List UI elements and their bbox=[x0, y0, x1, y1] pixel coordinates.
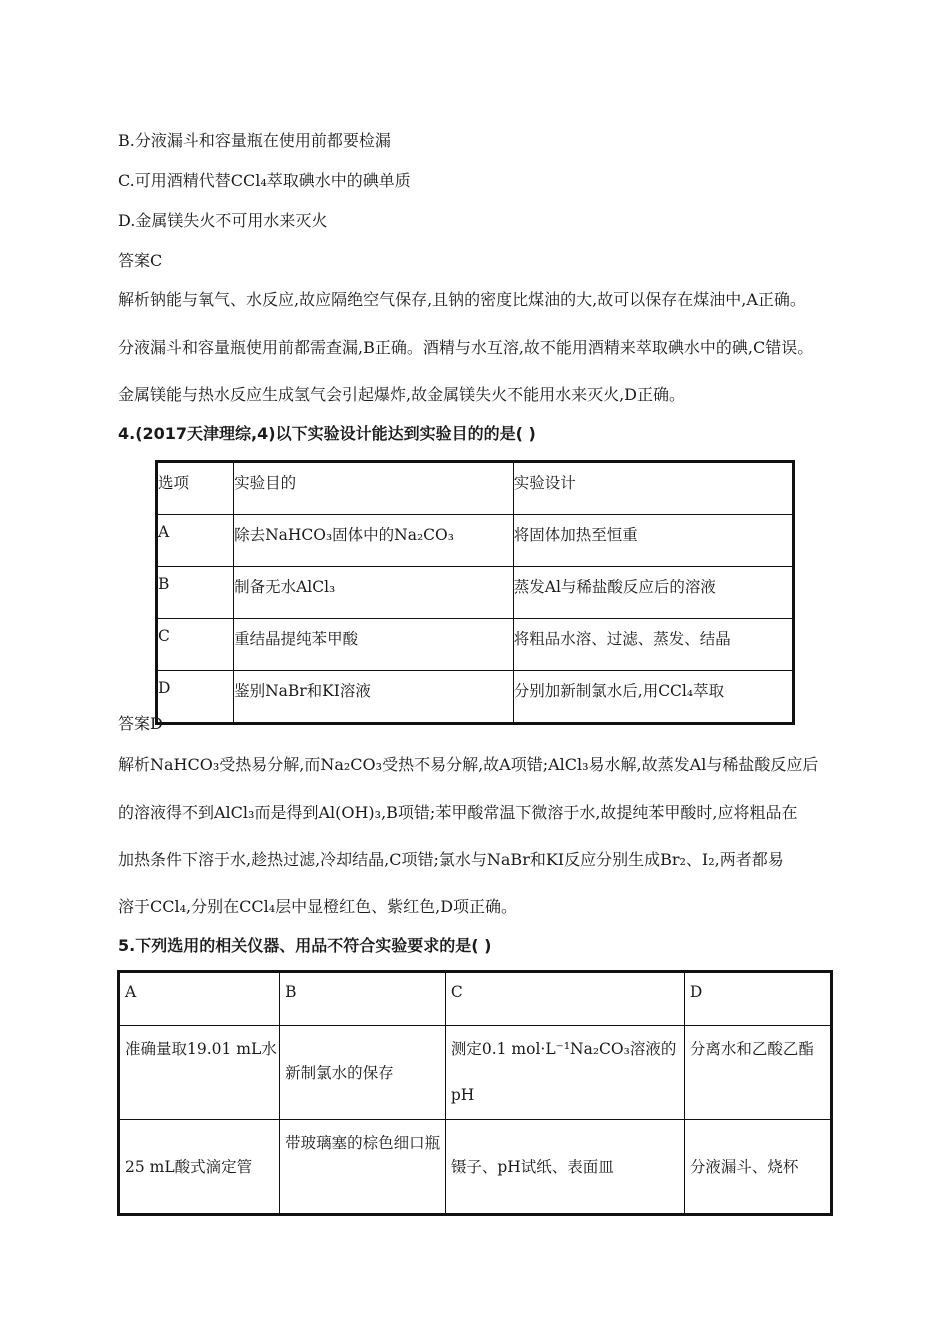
q3-explanation-line: 分液漏斗和容量瓶使用前都需查漏,B正确。酒精与水互溶,故不能用酒精来萃取碘水中的碘,C错误。 bbox=[118, 338, 814, 357]
table-row bbox=[157, 619, 794, 671]
table-header-row bbox=[157, 462, 794, 515]
q5-table bbox=[117, 970, 833, 1216]
table-cell: 鉴别NaBr和KI溶液 bbox=[234, 671, 514, 724]
table-header-cell: 实验目的 bbox=[234, 462, 514, 515]
table-header-cell: 选项 bbox=[157, 462, 234, 515]
table-cell: 将固体加热至恒重 bbox=[513, 515, 793, 567]
table-cell: 将粗品水溶、过滤、蒸发、结晶 bbox=[513, 619, 793, 671]
table-cell: 新制氯水的保存 bbox=[280, 1026, 446, 1120]
q3-explanation-line: 金属镁能与热水反应生成氢气会引起爆炸,故金属镁失火不能用水来灭火,D正确。 bbox=[118, 385, 686, 404]
q3-answer: 答案C bbox=[118, 251, 163, 270]
table-cell: 分别加新制氯水后,用CCl₄萃取 bbox=[513, 671, 793, 724]
q3-option-c: C.可用酒精代替CCl₄萃取碘水中的碘单质 bbox=[118, 171, 411, 190]
q4-stem: 4.(2017天津理综,4)以下实验设计能达到实验目的的是( ) bbox=[118, 424, 536, 443]
table-row bbox=[157, 567, 794, 619]
table-cell: 重结晶提纯苯甲酸 bbox=[234, 619, 514, 671]
table-cell: 准确量取19.01 mL水 bbox=[119, 1026, 280, 1120]
table-cell: 镊子、pH试纸、表面皿 bbox=[445, 1120, 684, 1215]
table-cell: 分离水和乙酸乙酯 bbox=[684, 1026, 831, 1120]
table-cell: 制备无水AlCl₃ bbox=[234, 567, 514, 619]
table-cell: C bbox=[157, 619, 234, 671]
q4-explanation-line: 加热条件下溶于水,趁热过滤,冷却结晶,C项错;氯水与NaBr和KI反应分别生成Br₂、I₂,两者都易 bbox=[118, 850, 784, 869]
table-cell: 25 mL酸式滴定管 bbox=[119, 1120, 280, 1215]
table-row bbox=[119, 1120, 832, 1215]
table-cell: A bbox=[157, 515, 234, 567]
table-cell: 分液漏斗、烧杯 bbox=[684, 1120, 831, 1215]
table-cell: 带玻璃塞的棕色细口瓶 bbox=[280, 1120, 446, 1215]
q4-explanation-line: 的溶液得不到AlCl₃而是得到Al(OH)₃,B项错;苯甲酸常温下微溶于水,故提纯苯甲酸时,应将粗品在 bbox=[118, 803, 798, 822]
q4-answer: 答案D bbox=[118, 714, 163, 733]
q4-explanation-line: 解析NaHCO₃受热易分解,而Na₂CO₃受热不易分解,故A项错;AlCl₃易水解,故蒸发Al与稀盐酸反应后 bbox=[118, 755, 819, 774]
table-header-cell: A bbox=[119, 972, 280, 1026]
table-cell: 除去NaHCO₃固体中的Na₂CO₃ bbox=[234, 515, 514, 567]
table-cell: D bbox=[157, 671, 234, 724]
q3-explanation-line: 解析钠能与氧气、水反应,故应隔绝空气保存,且钠的密度比煤油的大,故可以保存在煤油中,A正确。 bbox=[118, 290, 806, 309]
table-header-row bbox=[119, 972, 832, 1026]
table-cell: B bbox=[157, 567, 234, 619]
table-cell: 蒸发Al与稀盐酸反应后的溶液 bbox=[513, 567, 793, 619]
table-row bbox=[119, 1026, 832, 1120]
table-header-cell: 实验设计 bbox=[513, 462, 793, 515]
table-cell: 测定0.1 mol·L⁻¹Na₂CO₃溶液的pH bbox=[445, 1026, 684, 1120]
q4-explanation-line: 溶于CCl₄,分别在CCl₄层中显橙红色、紫红色,D项正确。 bbox=[118, 897, 518, 916]
q3-option-b: B.分液漏斗和容量瓶在使用前都要检漏 bbox=[118, 131, 391, 150]
table-header-cell: B bbox=[280, 972, 446, 1026]
table-header-cell: C bbox=[445, 972, 684, 1026]
q4-table bbox=[155, 460, 795, 725]
table-header-cell: D bbox=[684, 972, 831, 1026]
table-row bbox=[157, 671, 794, 724]
q5-stem: 5.下列选用的相关仪器、用品不符合实验要求的是( ) bbox=[118, 936, 492, 955]
table-row bbox=[157, 515, 794, 567]
q3-option-d: D.金属镁失火不可用水来灭火 bbox=[118, 211, 328, 230]
